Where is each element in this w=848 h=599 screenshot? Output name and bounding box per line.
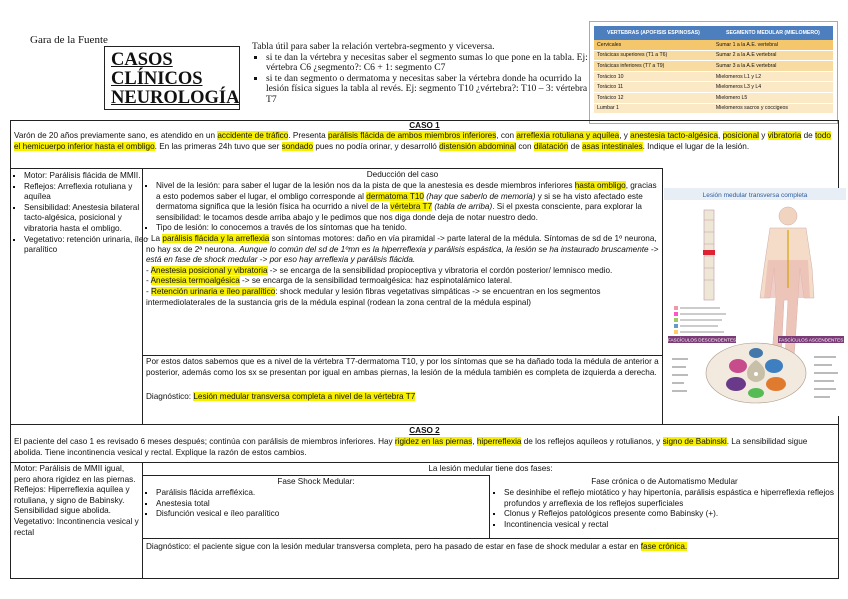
lesion-type: ▪ Tipo de lesión: lo conocemos a través de los síntomas que ha tenido. [156,223,659,234]
title-line: CLÍNICOS [111,69,203,89]
table-cell: Torácicas superiores (T1 a T6) [594,50,713,61]
highlighted-text: dilatación [533,141,569,151]
type-paragraph [146,234,659,266]
chronic-title: Fase crónica o de Automatismo Medular [591,477,738,486]
symptom-item: ▪ Motor: Parálisis flácida de MMII. [24,171,148,182]
text-segment: . Indique el lugar de la lesión. [642,141,750,151]
deduction-title: Deducción del caso [366,170,439,179]
table-row [594,71,833,82]
table-cell: Mielomero L5 [713,92,833,103]
table-row [594,50,833,61]
spinal-figure-svg [664,188,846,416]
text-segment: - La [146,233,163,243]
symptom-line: Motor: Parálisis de MMII igual, pero ahora rigidez en las piernas. [14,464,136,484]
highlighted-text: Anestesia termoalgésica [150,276,240,286]
diagnosis-label: Diagnóstico: [146,392,194,401]
table-cell: Mielomeros L3 y L4 [713,82,833,93]
vertebra-segment-table [589,21,838,124]
caso2-symptom-list [14,464,139,538]
highlighted-text: dermatoma T10 [366,191,424,201]
chronic-item: ▪ Incontinencia vesical y rectal [504,520,844,531]
text-segment: . La sensibilidad sigue abolida. Tiene incontinencia vesical y rectal. Explique la razón de estos cambios. [14,437,808,457]
table-row [594,82,833,93]
highlighted-text: signo de Babinski [662,437,727,446]
caso1-intro [14,131,836,152]
deduction-body [146,181,659,308]
text-segment: , y [619,131,631,140]
highlighted-text: Retención urinaria e íleo paralítico [151,286,276,296]
table-cell: Cervicales [594,40,713,50]
highlighted-text: vértebra T7 [390,202,433,212]
chronic-item: ▪ Clonus y Reflejos patológicos presente como Babinsky (+). [504,509,844,520]
table-row [594,103,833,114]
caso2-title: CASO 2 [409,426,440,435]
table-cell: Mielomeros L1 y L2 [713,71,833,82]
table-header: VERTEBRAS (APOFISIS ESPINOSAS) [594,26,713,40]
text-segment: - [146,276,151,286]
highlighted-text: accidente de tráfico [217,131,289,140]
table-cell: Mielomeros sacros y coccigeos [713,103,833,114]
text-segment: -> se encarga de la sensibilidad termoalgésica: haz espinotalámico lateral. [239,276,513,286]
ascending-label: FASCÍCULOS ASCENDENTES [778,337,844,343]
type-paragraph [146,287,659,308]
note-item: ▪ si te dan la vértebra y necesitas saber el segmento sumas lo que pone en la tabla. Ej: vértebra C6 ¿segmento?: C6 + 1: segmento C7 [266,53,592,74]
symptom-item: ▪ Reflejos: Arreflexia rotuliana y aquílea [24,182,148,203]
text-segment: , con [496,131,517,140]
text-segment: . Si el pxesta consciente, para explorar la sensibilidad: le tocamos desde arriba abajo y le pedimos que nos diga donde deja de notar nuestro dedo. [156,202,642,222]
highlighted-text: hiperreflexia [476,437,522,446]
text-segment: de los reflejos aquíleos y rotulianos, y [521,437,663,446]
phases-title: La lesión medular tiene dos fases: [428,464,553,473]
note-item: ▪ si te dan segmento o dermatoma y necesitas saber la vértebra donde ha ocurrido la lesión física sigues la tabla al revés. Ej: segmento T10 ¿vértebra?: T10 – 3: vértebra T7 [266,74,592,106]
chronic-list [494,488,844,530]
text-segment: , gracias a esto podemos saber el lugar, el ombligo corresponde al [156,181,657,201]
text-segment: Aunque lo común del sd de 1ºmn es la hiperreflexia y parálisis espástica, la lesión se ha instaurado bruscamente -> está en fase de shock medular -> por eso hay arreflexia y parálisis flácida. [146,244,659,265]
spinal-column [703,210,715,300]
lesion-level [156,181,659,223]
highlighted-text: parálisis flácida y la arreflexia [162,233,270,243]
symptom-line: Sensibilidad sigue abolida. [14,506,111,516]
table-row [594,40,833,50]
highlighted-text: sondado [281,141,314,151]
text-segment: son síntomas motores: daño en vía piramidal -> parte lateral de la médula. Síntomas de sd de 1º neurona, no hay sx de 2ª neurona. [146,233,657,254]
text-segment: : shock medular y lesión fibras vegetativas simpáticas -> se encuentran en los segmentos intermediolaterales de la sustancia gris de la médula espinal (rodean la zona central de la médula espinal) [146,286,601,307]
highlighted-text: todo el hemicuerpo inferior hasta el ombligo [14,131,831,151]
highlighted-text: hasta ombligo [574,181,626,190]
diagnosis-value: fase crónica. [640,542,688,551]
shock-item: ▪ Disfunción vesical e íleo paralítico [156,509,494,520]
text-segment: Varón de 20 años previamente sano, es atendido en un [14,131,218,140]
text-segment: (hay que saberlo de memoria) [423,191,536,201]
table-cell: Torácicas inferiores (T7 a T9) [594,61,713,72]
highlighted-text: rigidez en las piernas [394,437,473,446]
text-segment: y [758,131,768,140]
caso1-diagnosis [146,392,659,403]
caso2-intro [14,437,836,458]
table-cell: Torácico 10 [594,71,713,82]
caso2-diagnosis [146,542,836,553]
table-cell: Lumbar 1 [594,103,713,114]
symptom-item: ▪ Vegetativo: retención urinaria, íleo paralítico [24,235,148,256]
highlighted-text: distensión abdominal [439,141,517,151]
type-paragraph [146,266,659,277]
spinal-lesion-figure [664,188,846,416]
text-segment: , [472,437,477,446]
table-row [594,61,833,72]
highlighted-text: parálisis flácida de ambos miembros inferiores [327,131,497,140]
highlighted-text: arreflexia rotuliana y aquílea [516,131,620,140]
text-segment: -> se encarga de la sensibilidad propioceptiva y vibratoria el cordón posterior/ lemnisco medio. [267,265,613,275]
shock-list [146,488,494,520]
highlighted-text: anestesia tacto-algésica [630,131,718,140]
diagnosis-text: Diagnóstico: el paciente sigue con la lesión medular transversa completa, pero ha pasado de estar en fase de shock medular a estar en [146,542,641,551]
body-silhouette [760,207,814,358]
conclusion-text: Por estos datos sabemos que es a nivel de la vértebra T7-dermatoma T10, y por los síntomas que se ha dañado toda la médula de anterior a posterior, además como los sx se presentan por igual en ambas piernas, la lesión de la médula también es completa de izquierda a derecha. [146,357,659,377]
table-row [594,92,833,103]
author-name: Gara de la Fuente [30,34,108,46]
caso1-symptom-list [14,171,148,256]
descending-label: FASCÍCULOS DESCENDENTES [667,337,737,343]
note-intro: Tabla útil para saber la relación vertebra-segmento y viceversa. [252,41,495,52]
table-cell: Torácico 12 [594,92,713,103]
text-segment: Nivel de la lesión: para saber el lugar de la lesión nos da la pista de que la anestesia es desde miembros inferiores [156,181,575,190]
table-header: SEGMENTO MEDULAR (MIELOMERO) [713,26,833,40]
text-segment: y si se ha visto afectado este dermatoma significa que la lesión física ha ocurrido a nivel de la [156,191,643,212]
symptom-item: ▪ Sensibilidad: Anestesia bilateral tacto-algésica, posicional y vibratoria hasta el ombligo. [24,203,148,235]
type-paragraph [146,276,659,287]
table-cell: Sumar 2 a la A.E vertebral [713,50,833,61]
text-segment: - [146,265,151,275]
highlighted-text: posicional [722,131,759,140]
spinal-cross-section [706,343,806,403]
figure-title: Lesión medular transversa completa [702,192,808,199]
symptom-line: Vegetativo: Incontinencia vesical y rectal [14,516,139,537]
text-segment: . Presenta [288,131,328,140]
symptom-line: Reflejos: Hiperreflexia aquílea y rotuliana, y signo de Babinsky. [14,485,130,505]
figure-legend [674,306,726,334]
text-segment: - [146,286,152,296]
title-line: CASOS [111,50,173,70]
caso1-title: CASO 1 [409,121,440,130]
table-cell: Sumar 1 a la A.E. vertebral [713,40,833,50]
table-note [252,42,592,106]
highlighted-text: vibratoria [767,131,802,140]
chronic-item: ▪ Se desinhibe el reflejo miotático y hay hipertonía, parálisis espástica e hiperreflexia reflejos profundos y arreflexia de los reflejos superficiales [504,488,844,509]
shock-item: ▪ Parálisis flácida arrefléxica. [156,488,494,499]
title-line: NEUROLOGÍA [111,88,240,108]
text-segment: con [516,141,534,151]
diagnosis-value: Lesión medular transversa completa a nivel de la vértebra T7 [193,392,416,401]
document-title [104,46,240,110]
text-segment: de [568,141,583,151]
highlighted-text: Anestesia posicional y vibratoria [150,265,268,275]
table-cell: Torácico 11 [594,82,713,93]
shock-title: Fase Shock Medular: [277,477,355,486]
text-segment: , [718,131,723,140]
text-segment: El paciente del caso 1 es revisado 6 meses después; continúa con parálisis de miembros inferiores. Hay [14,437,395,446]
text-segment: de [801,131,815,140]
shock-item: ▪ Anestesia total [156,499,494,510]
text-segment: (tabla de arriba) [432,202,493,212]
highlighted-text: asas intestinales [582,141,643,151]
table-cell: Sumar 3 a la A.E vertebral [713,61,833,72]
text-segment: . En las primeras 24h tuvo que ser [154,141,282,151]
text-segment: pues no podía orinar, y desarrolló [313,141,440,151]
